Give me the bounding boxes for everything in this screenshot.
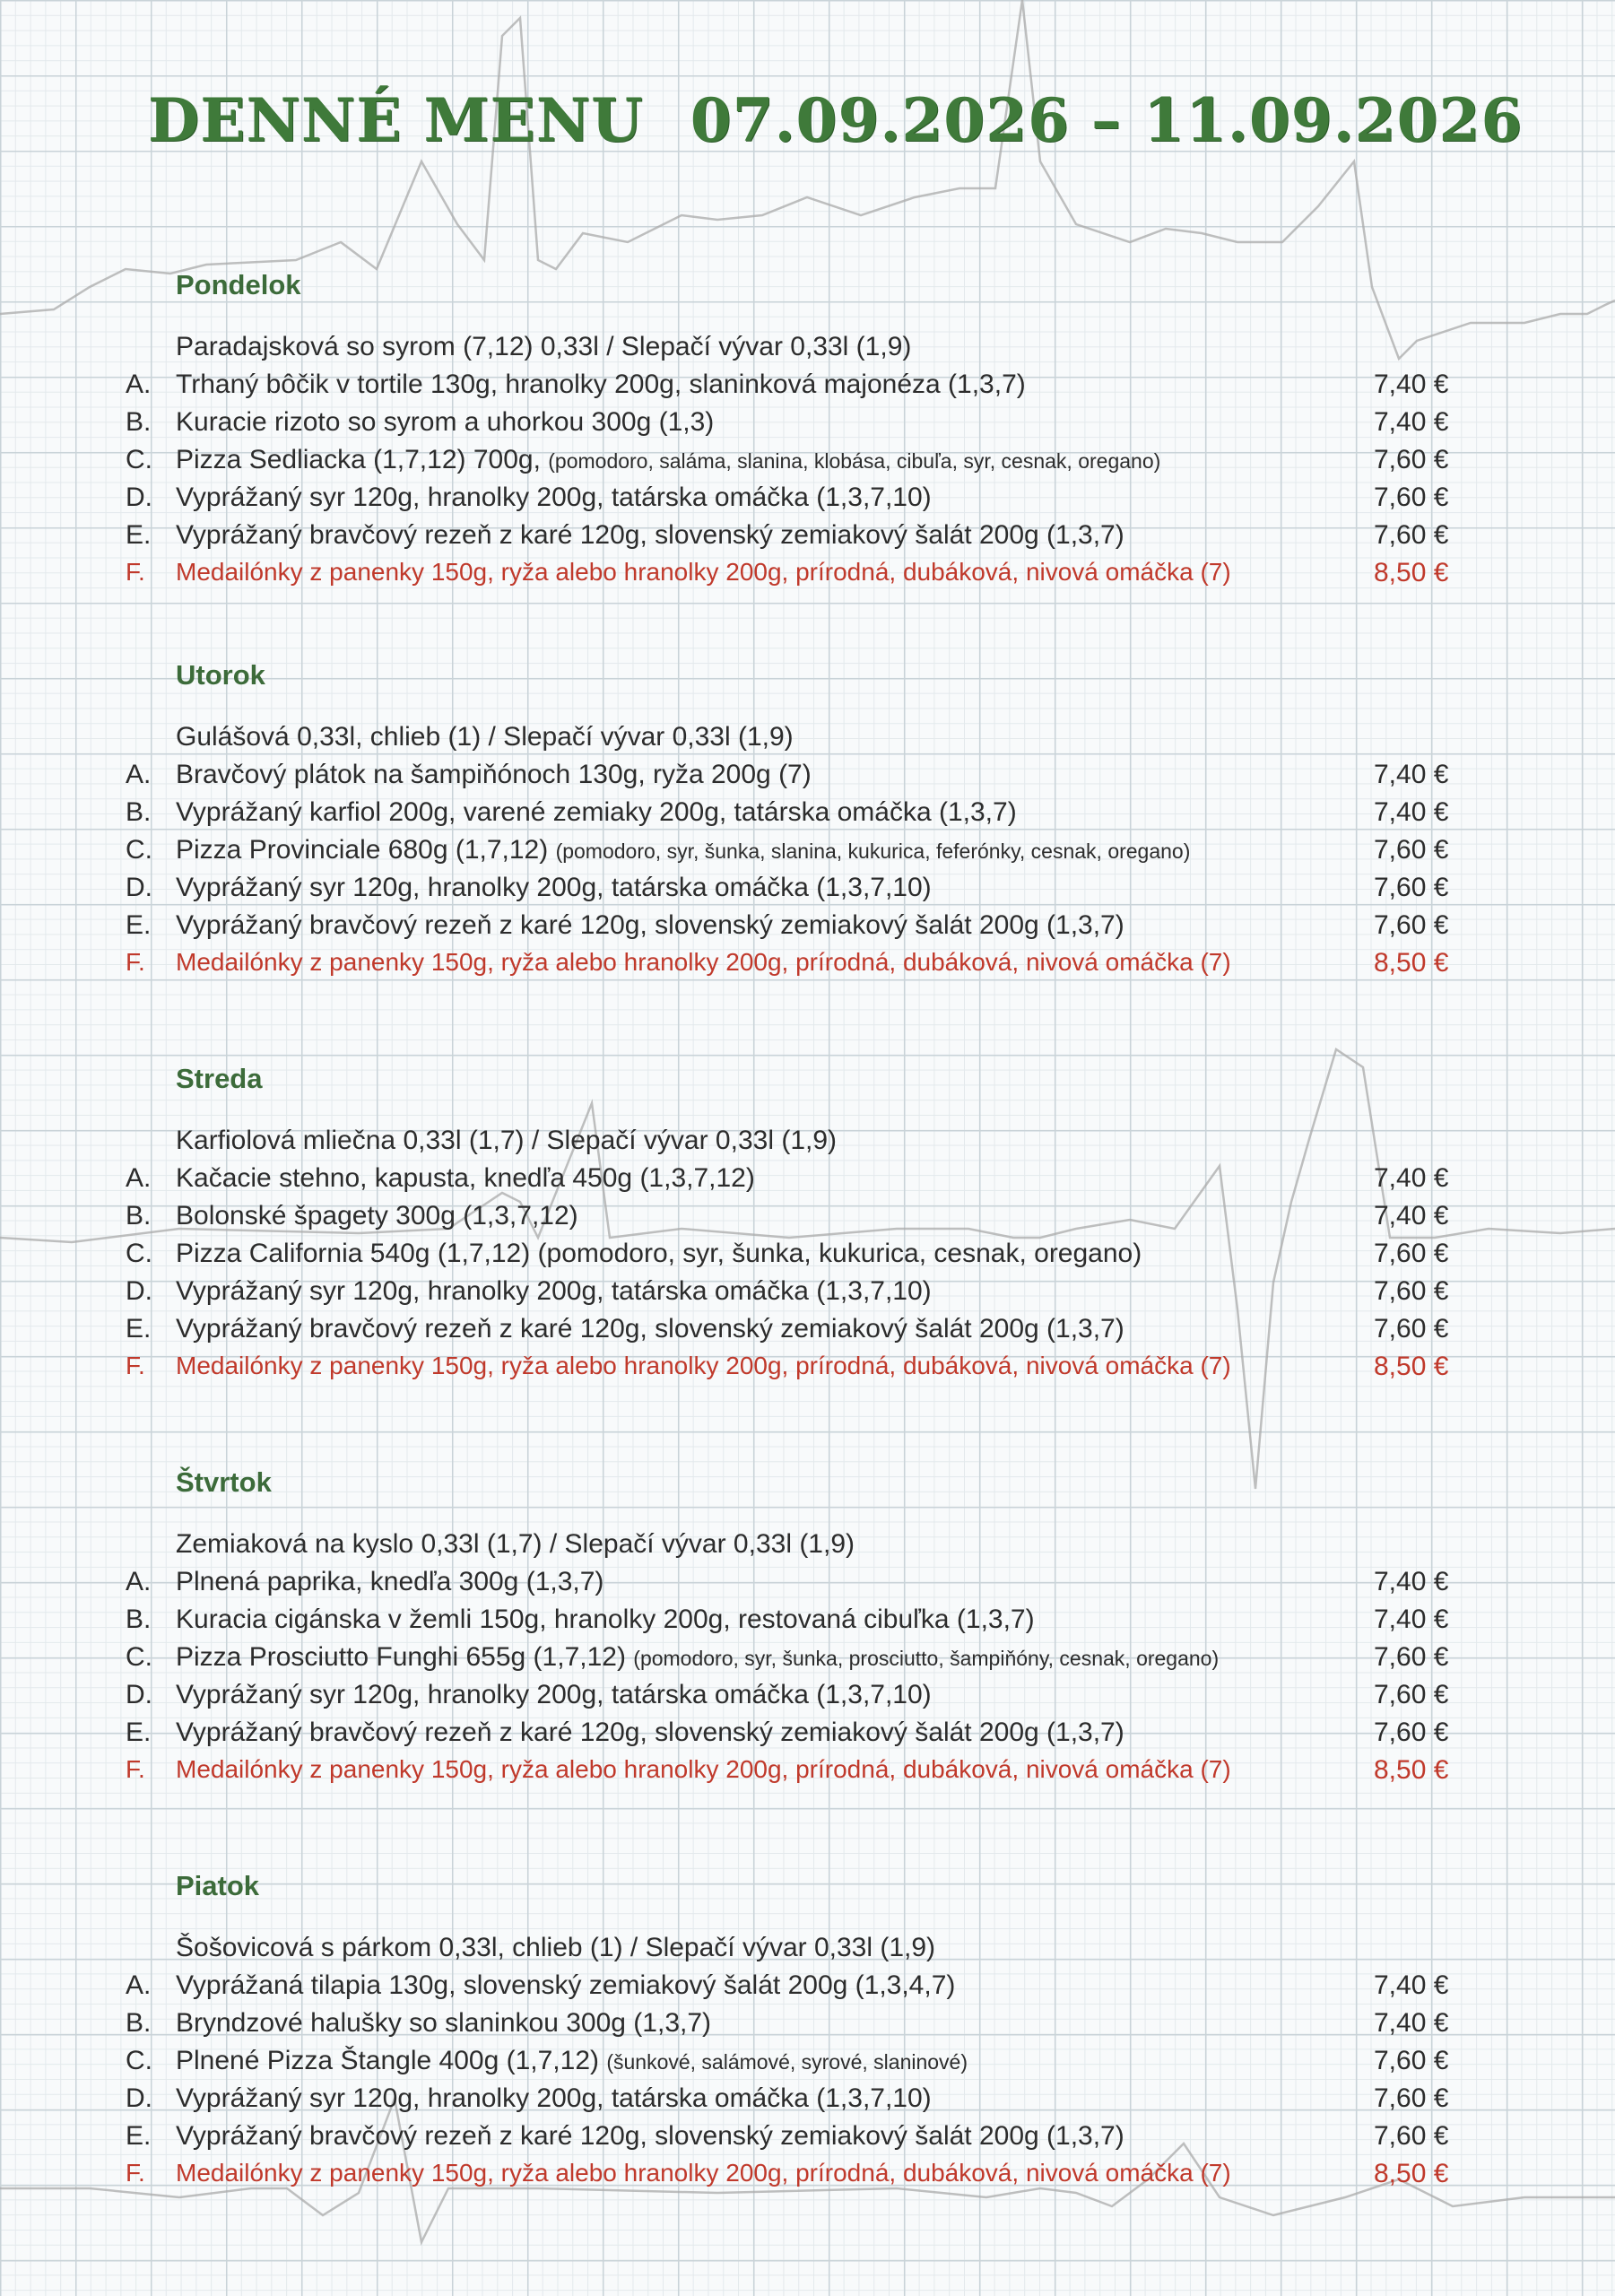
item-name: Vyprážaný bravčový rezeň z karé 120g, slovenský zemiakový šalát 200g (1,3,7) — [176, 1314, 1124, 1344]
menu-item — [0, 370, 1615, 407]
date-range: 07.09.2026 – 11.09.2026 — [690, 85, 1524, 155]
menu-item — [0, 558, 1615, 596]
item-letter: A. — [126, 1163, 152, 1193]
item-name: Plnená paprika, knedľa 300g (1,3,7) — [176, 1567, 604, 1596]
item-description — [176, 1567, 603, 1597]
item-name: Plnené Pizza Štangle 400g (1,7,12) — [176, 2046, 607, 2075]
item-price: 7,60 € — [1374, 2046, 1449, 2075]
item-letter: D. — [126, 2083, 152, 2113]
item-letter: C. — [126, 835, 152, 865]
item-price: 7,40 € — [1374, 1567, 1449, 1596]
item-description — [176, 2159, 1231, 2187]
item-letter: E. — [126, 1314, 152, 1344]
item-price: 7,40 € — [1374, 407, 1449, 437]
item-letter: C. — [126, 2046, 152, 2075]
menu-item — [0, 2083, 1615, 2121]
item-price: 7,60 € — [1374, 2121, 1449, 2151]
item-name: Bolonské špagety 300g (1,3,7,12) — [176, 1201, 578, 1231]
item-price: 7,40 € — [1374, 1605, 1449, 1634]
item-letter: C. — [126, 1642, 152, 1672]
menu-item — [0, 1163, 1615, 1201]
item-price: 7,40 € — [1374, 370, 1449, 399]
item-ingredients: (pomodoro, saláma, slanina, klobása, cibuľa, syr, cesnak, oregano) — [548, 449, 1161, 473]
menu-item — [0, 910, 1615, 948]
item-description — [176, 520, 1124, 551]
item-letter: B. — [126, 1201, 152, 1231]
item-name: Medailónky z panenky 150g, ryža alebo hranolky 200g, prírodná, dubáková, nivová omáčka (7) — [176, 2159, 1231, 2187]
page-title — [148, 85, 1523, 155]
item-description — [176, 1642, 1219, 1673]
menu-item — [0, 520, 1615, 558]
item-letter: F. — [126, 558, 145, 586]
item-letter: C. — [126, 1239, 152, 1268]
menu-item — [0, 1680, 1615, 1718]
item-letter: D. — [126, 483, 152, 512]
item-price: 8,50 € — [1374, 948, 1449, 978]
item-name: Pizza California 540g (1,7,12) (pomodoro, syr, šunka, kukurica, cesnak, oregano) — [176, 1239, 1142, 1268]
item-name: Trhaný bôčik v tortile 130g, hranolky 200g, slaninková majonéza (1,3,7) — [176, 370, 1026, 399]
item-name: Pizza Prosciutto Funghi 655g (1,7,12) — [176, 1642, 634, 1672]
item-description — [176, 948, 1231, 977]
item-price: 7,60 € — [1374, 445, 1449, 474]
menu-item — [0, 948, 1615, 986]
item-description — [176, 1352, 1231, 1380]
item-name: Vyprážaný syr 120g, hranolky 200g, tatárska omáčka (1,3,7,10) — [176, 1276, 932, 1306]
item-letter: E. — [126, 520, 152, 550]
item-letter: D. — [126, 873, 152, 902]
menu-item — [0, 1314, 1615, 1352]
item-name: Vyprážaný bravčový rezeň z karé 120g, slovenský zemiakový šalát 200g (1,3,7) — [176, 2121, 1124, 2151]
menu-item — [0, 1567, 1615, 1605]
item-description — [176, 910, 1124, 941]
soup-line: Paradajsková so syrom (7,12) 0,33l / Slepačí vývar 0,33l (1,9) — [176, 332, 912, 361]
menu-item — [0, 2046, 1615, 2083]
item-name: Vyprážaný syr 120g, hranolky 200g, tatárska omáčka (1,3,7,10) — [176, 2083, 932, 2113]
menu-item — [0, 1605, 1615, 1642]
soup-line: Zemiaková na kyslo 0,33l (1,7) / Slepačí vývar 0,33l (1,9) — [176, 1529, 855, 1559]
item-name: Bryndzové halušky so slaninkou 300g (1,3,7) — [176, 2008, 712, 2038]
item-letter: F. — [126, 1755, 145, 1783]
item-name: Vyprážaný bravčový rezeň z karé 120g, slovenský zemiakový šalát 200g (1,3,7) — [176, 910, 1124, 940]
item-letter: A. — [126, 760, 152, 789]
day-heading: Utorok — [176, 659, 265, 691]
item-letter: B. — [126, 407, 152, 437]
item-price: 7,60 € — [1374, 1314, 1449, 1344]
item-name: Medailónky z panenky 150g, ryža alebo hranolky 200g, prírodná, dubáková, nivová omáčka (7) — [176, 1352, 1231, 1379]
item-description — [176, 873, 932, 903]
item-name: Vyprážaný syr 120g, hranolky 200g, tatárska omáčka (1,3,7,10) — [176, 1680, 932, 1709]
item-price: 7,60 € — [1374, 2083, 1449, 2113]
item-price: 8,50 € — [1374, 1755, 1449, 1785]
item-price: 7,60 € — [1374, 1680, 1449, 1709]
item-price: 7,60 € — [1374, 835, 1449, 865]
item-price: 7,40 € — [1374, 2008, 1449, 2038]
item-letter: D. — [126, 1276, 152, 1306]
day-heading: Streda — [176, 1063, 263, 1094]
item-ingredients: (šunkové, salámové, syrové, slaninové) — [606, 2050, 968, 2074]
item-description — [176, 445, 1160, 475]
item-description — [176, 1718, 1124, 1748]
item-letter: F. — [126, 1352, 145, 1379]
item-price: 7,60 € — [1374, 910, 1449, 940]
item-description — [176, 558, 1231, 587]
menu-item — [0, 760, 1615, 797]
title-text: DENNÉ MENU — [148, 85, 644, 155]
item-description — [176, 1163, 755, 1194]
item-price: 7,60 € — [1374, 520, 1449, 550]
item-description — [176, 2008, 711, 2039]
item-letter: D. — [126, 1680, 152, 1709]
item-letter: A. — [126, 1567, 152, 1596]
menu-item — [0, 407, 1615, 445]
item-ingredients: (pomodoro, syr, šunka, prosciutto, šampiňóny, cesnak, oregano) — [633, 1647, 1220, 1670]
item-description — [176, 1755, 1231, 1784]
item-name: Vyprážaný karfiol 200g, varené zemiaky 200g, tatárska omáčka (1,3,7) — [176, 797, 1017, 827]
menu-item — [0, 1201, 1615, 1239]
day-heading: Piatok — [176, 1870, 260, 1901]
item-price: 7,60 € — [1374, 873, 1449, 902]
item-description — [176, 1970, 955, 2001]
menu-item — [0, 1352, 1615, 1389]
item-name: Pizza Provinciale 680g (1,7,12) — [176, 835, 556, 865]
item-name: Medailónky z panenky 150g, ryža alebo hranolky 200g, prírodná, dubáková, nivová omáčka (7) — [176, 558, 1231, 586]
item-description — [176, 1605, 1035, 1635]
item-description — [176, 835, 1190, 865]
item-description — [176, 1680, 932, 1710]
menu-item — [0, 1276, 1615, 1314]
menu-item — [0, 2008, 1615, 2046]
item-description — [176, 2121, 1124, 2152]
item-price: 8,50 € — [1374, 2159, 1449, 2188]
item-description — [176, 1314, 1124, 1344]
item-description — [176, 2046, 968, 2076]
item-letter: E. — [126, 2121, 152, 2151]
item-price: 7,40 € — [1374, 1163, 1449, 1193]
item-price: 8,50 € — [1374, 1352, 1449, 1381]
soup-line: Karfiolová mliečna 0,33l (1,7) / Slepačí vývar 0,33l (1,9) — [176, 1126, 838, 1155]
item-price: 7,60 € — [1374, 1642, 1449, 1672]
soup-line: Šošovicová s párkom 0,33l, chlieb (1) / Slepačí vývar 0,33l (1,9) — [176, 1933, 936, 1962]
item-letter: F. — [126, 948, 145, 976]
day-heading: Pondelok — [176, 269, 301, 300]
menu-item — [0, 1642, 1615, 1680]
menu-item — [0, 835, 1615, 873]
item-price: 7,40 € — [1374, 797, 1449, 827]
item-name: Vyprážaná tilapia 130g, slovenský zemiakový šalát 200g (1,3,4,7) — [176, 1970, 956, 2000]
item-name: Vyprážaný syr 120g, hranolky 200g, tatárska omáčka (1,3,7,10) — [176, 873, 932, 902]
soup-line: Gulášová 0,33l, chlieb (1) / Slepačí vývar 0,33l (1,9) — [176, 722, 794, 752]
menu-item — [0, 797, 1615, 835]
item-letter: B. — [126, 1605, 152, 1634]
menu-item — [0, 1755, 1615, 1793]
item-letter: B. — [126, 797, 152, 827]
item-price: 7,40 € — [1374, 1970, 1449, 2000]
item-name: Medailónky z panenky 150g, ryža alebo hranolky 200g, prírodná, dubáková, nivová omáčka (7) — [176, 1755, 1231, 1783]
item-letter: F. — [126, 2159, 145, 2187]
item-name: Vyprážaný bravčový rezeň z karé 120g, slovenský zemiakový šalát 200g (1,3,7) — [176, 520, 1124, 550]
item-letter: A. — [126, 370, 152, 399]
item-price: 7,60 € — [1374, 1276, 1449, 1306]
item-description — [176, 483, 932, 513]
menu-item — [0, 2121, 1615, 2159]
item-ingredients: (pomodoro, syr, šunka, slanina, kukurica, feferónky, cesnak, oregano) — [555, 839, 1191, 863]
item-description — [176, 1201, 578, 1231]
item-letter: C. — [126, 445, 152, 474]
item-description — [176, 407, 714, 438]
item-letter: E. — [126, 910, 152, 940]
item-price: 7,60 € — [1374, 1239, 1449, 1268]
menu-item — [0, 873, 1615, 910]
item-name: Vyprážaný bravčový rezeň z karé 120g, slovenský zemiakový šalát 200g (1,3,7) — [176, 1718, 1124, 1747]
item-name: Kuracie rizoto so syrom a uhorkou 300g (1,3) — [176, 407, 715, 437]
ecg-trace-top — [0, 0, 1615, 359]
item-description — [176, 1276, 932, 1307]
item-name: Kačacie stehno, kapusta, knedľa 450g (1,3,7,12) — [176, 1163, 755, 1193]
item-price: 7,60 € — [1374, 1718, 1449, 1747]
item-name: Medailónky z panenky 150g, ryža alebo hranolky 200g, prírodná, dubáková, nivová omáčka (7) — [176, 948, 1231, 976]
menu-item — [0, 1970, 1615, 2008]
item-letter: A. — [126, 1970, 152, 2000]
item-description — [176, 370, 1026, 400]
item-letter: B. — [126, 2008, 152, 2038]
item-description — [176, 760, 812, 790]
item-price: 8,50 € — [1374, 558, 1449, 587]
item-description — [176, 1239, 1142, 1269]
item-price: 7,40 € — [1374, 1201, 1449, 1231]
menu-item — [0, 483, 1615, 520]
item-name: Kuracia cigánska v žemli 150g, hranolky 200g, restovaná cibuľka (1,3,7) — [176, 1605, 1035, 1634]
day-heading: Štvrtok — [176, 1466, 272, 1498]
item-letter: E. — [126, 1718, 152, 1747]
item-name: Pizza Sedliacka (1,7,12) 700g, — [176, 445, 549, 474]
item-name: Bravčový plátok na šampiňónoch 130g, ryža 200g (7) — [176, 760, 812, 789]
item-description — [176, 2083, 932, 2114]
menu-item — [0, 1239, 1615, 1276]
menu-item — [0, 2159, 1615, 2196]
menu-item — [0, 1718, 1615, 1755]
item-price: 7,40 € — [1374, 760, 1449, 789]
menu-item — [0, 445, 1615, 483]
item-price: 7,60 € — [1374, 483, 1449, 512]
item-name: Vyprážaný syr 120g, hranolky 200g, tatárska omáčka (1,3,7,10) — [176, 483, 932, 512]
item-description — [176, 797, 1017, 828]
